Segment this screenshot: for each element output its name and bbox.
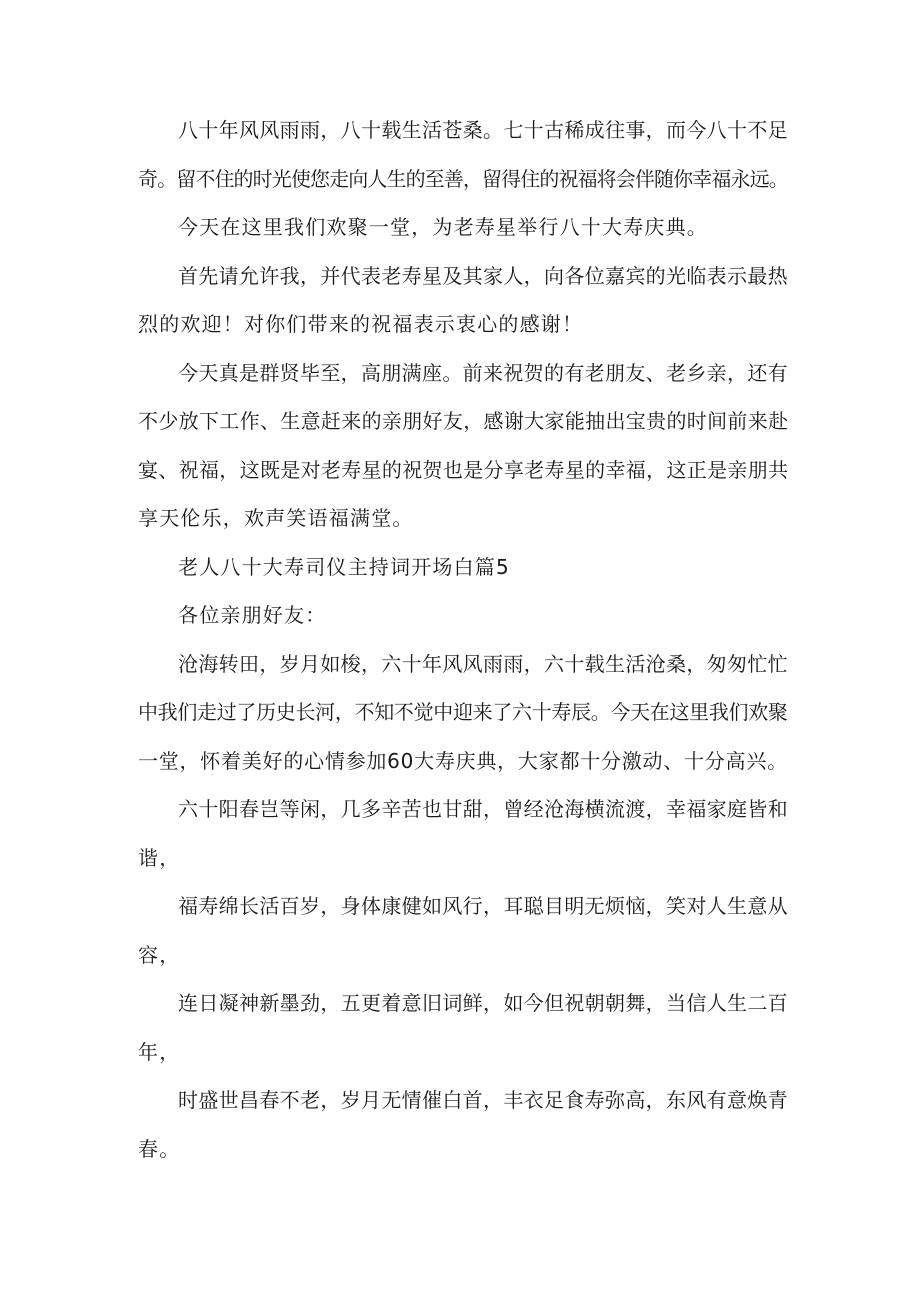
paragraph xyxy=(138,882,788,979)
text-line: 烈的欢迎！对你们带来的祝福表示衷心的感谢！ xyxy=(138,312,584,336)
paragraph xyxy=(138,979,788,1076)
text-line: 不少放下工作、生意赶来的亲朋好友，感谢大家能抽出宝贵的时间前来赴 xyxy=(138,409,789,433)
text-line: 今天在这里我们欢聚一堂，为老寿星举行八十大寿庆典。 xyxy=(178,215,708,239)
text-line: 享天伦乐，欢声笑语福满堂。 xyxy=(138,506,414,530)
text-line: 一堂，怀着美好的心情参加60大寿庆典，大家都十分激动、十分高兴。 xyxy=(138,748,788,773)
text-line: 奇。留不住的时光使您走向人生的至善，留得住的祝福将会伴随你幸福永远。 xyxy=(138,166,788,191)
text-line: 谐， xyxy=(138,845,181,870)
text-line: 八十年风风雨雨，八十载生活苍桑。七十古稀成往事，而今八十不足 xyxy=(178,118,788,142)
paragraph xyxy=(138,252,788,349)
paragraph xyxy=(138,785,788,882)
text-line: 今天真是群贤毕至，高朋满座。前来祝贺的有老朋友、老乡亲，还有 xyxy=(178,360,788,385)
text-line: 年， xyxy=(138,1039,181,1064)
paragraph xyxy=(138,640,788,786)
text-line: 中我们走过了历史长河，不知不觉中迎来了六十寿辰。今天在这里我们欢聚 xyxy=(138,700,788,724)
text-line: 时盛世昌春不老，岁月无情催白首，丰衣足食寿弥高，东风有意焕青 xyxy=(178,1088,788,1112)
text-line: 老人八十大寿司仪主持词开场白篇5 xyxy=(178,554,510,579)
paragraph xyxy=(138,591,788,640)
text-line: 容， xyxy=(138,942,181,967)
paragraph xyxy=(138,106,788,203)
paragraph xyxy=(138,203,788,252)
text-line: 沧海转田，岁月如梭，六十年风风雨雨，六十载生活沧桑，匆匆忙忙 xyxy=(178,651,788,676)
paragraph xyxy=(138,543,788,592)
text-line: 宴、祝福，这既是对老寿星的祝贺也是分享老寿星的幸福，这正是亲朋共 xyxy=(138,457,789,482)
text-line: 各位亲朋好友： xyxy=(178,603,327,627)
paragraph xyxy=(138,349,788,543)
text-line: 春。 xyxy=(138,1136,181,1161)
text-line: 六十阳春岂等闲，几多辛苦也甘甜，曾经沧海横流渡，幸福家庭皆和 xyxy=(178,797,788,821)
text-line: 连日凝神新墨劲，五更着意旧词鲜，如今但祝朝朝舞，当信人生二百 xyxy=(178,991,788,1015)
document-body xyxy=(138,106,788,1173)
paragraph xyxy=(138,1076,788,1173)
text-line: 首先请允许我，并代表老寿星及其家人，向各位嘉宾的光临表示最热 xyxy=(178,263,788,288)
text-line: 福寿绵长活百岁，身体康健如风行，耳聪目明无烦恼，笑对人生意从 xyxy=(178,894,788,918)
